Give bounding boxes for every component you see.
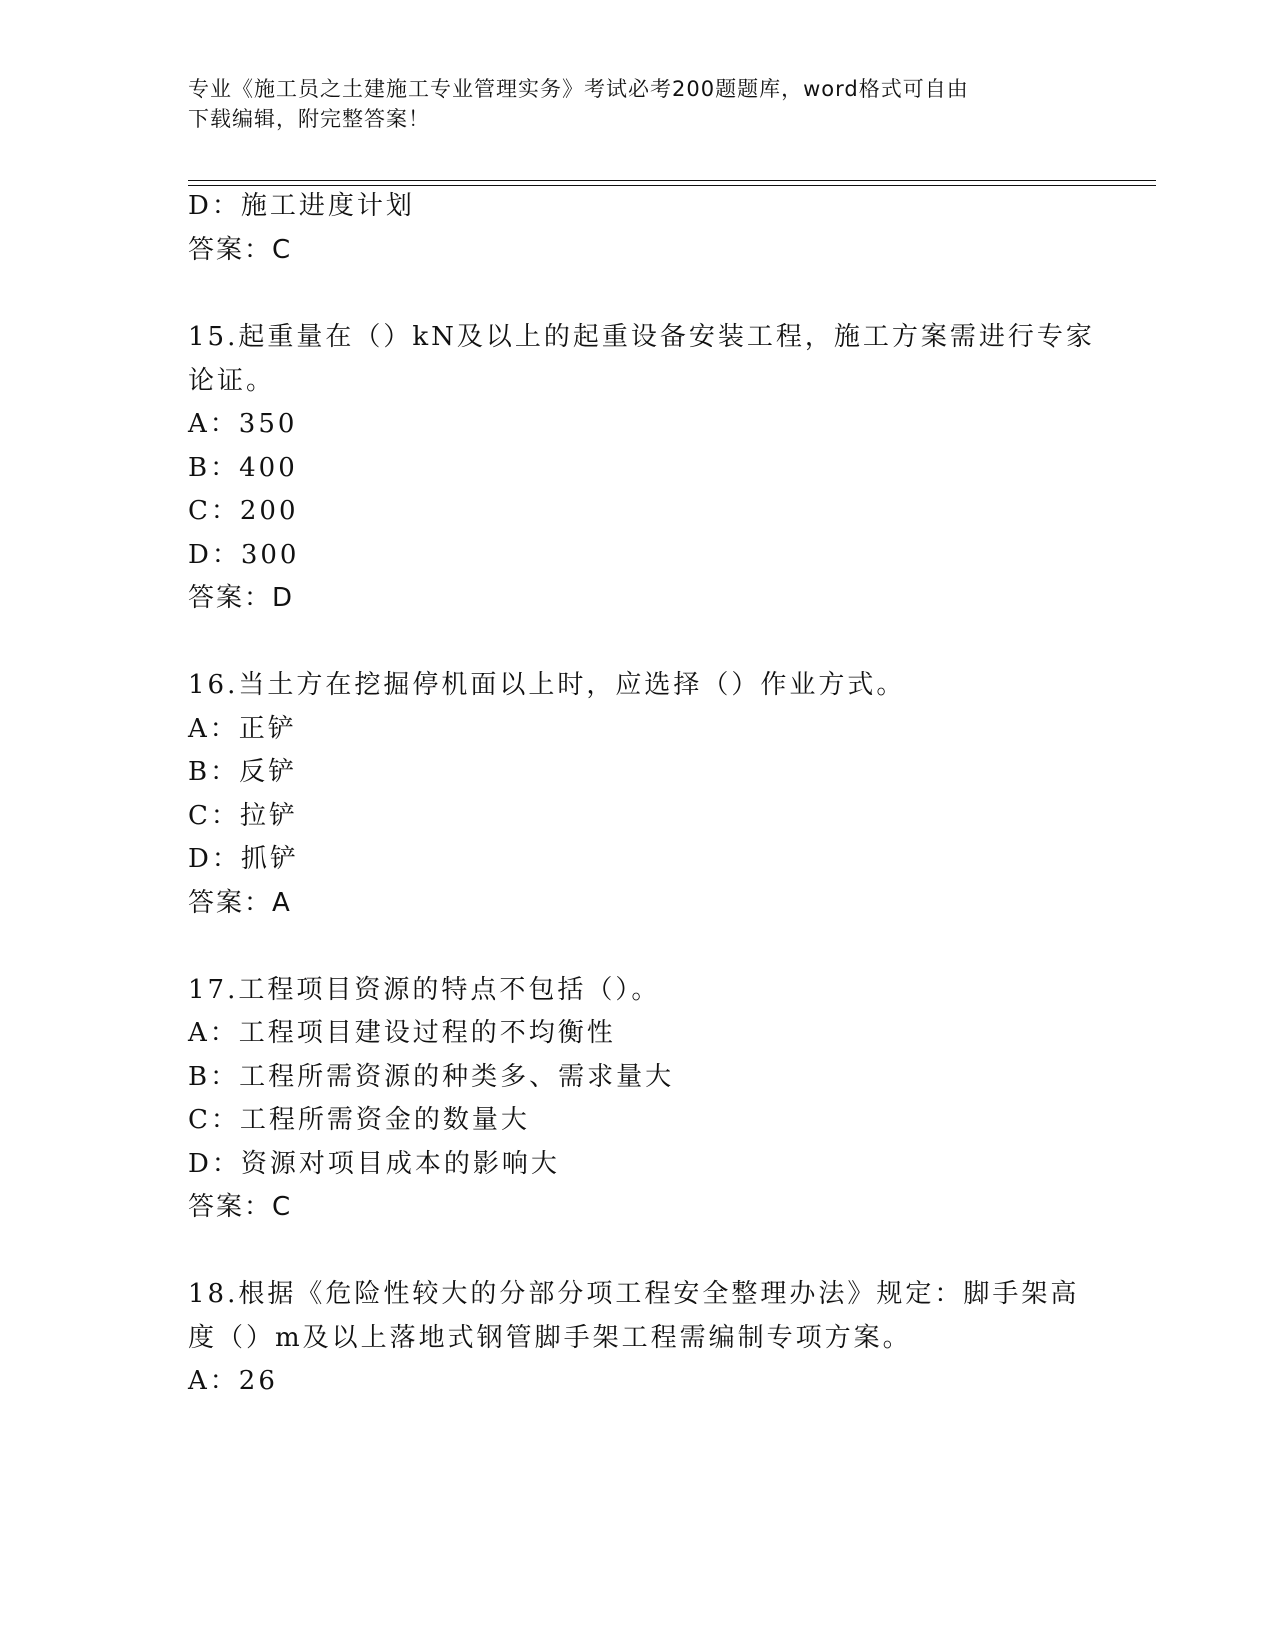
q17-option-a: A：工程项目建设过程的不均衡性 [188,1018,616,1048]
q15-option-a: A：350 [188,409,298,439]
q15-stem-line-2: 论证。 [188,366,276,396]
q18-stem-line-1: 18.根据《危险性较大的分部分项工程安全整理办法》规定：脚手架高 [188,1279,1080,1309]
q15-stem-line-1: 15.起重量在（）kN及以上的起重设备安装工程，施工方案需进行专家 [188,322,1095,352]
prev-option-d: D：施工进度计划 [188,191,415,221]
header-divider-top [188,180,1156,181]
q16-option-d: D：抓铲 [188,844,299,874]
q16-option-b: B：反铲 [188,757,298,787]
document-header [188,74,1088,134]
prev-answer: 答案：C [188,235,293,265]
q18-stem-line-2: 度（）m及以上落地式钢管脚手架工程需编制专项方案。 [188,1323,912,1353]
q15-option-c: C：200 [188,496,299,526]
q17-option-c: C：工程所需资金的数量大 [188,1105,530,1135]
header-line-1: 专业《施工员之土建施工专业管理实务》考试必考200题题库，word格式可自由 [188,77,969,101]
q16-answer: 答案：A [188,888,292,918]
header-line-2: 下载编辑，附完整答案！ [188,107,430,131]
q15-answer: 答案：D [188,583,295,613]
q16-option-a: A：正铲 [188,714,297,744]
q16-option-c: C：拉铲 [188,801,298,831]
q17-option-d: D：资源对项目成本的影响大 [188,1149,560,1179]
q17-option-b: B：工程所需资源的种类多、需求量大 [188,1062,675,1092]
q16-stem-line-1: 16.当土方在挖掘停机面以上时，应选择（）作业方式。 [188,670,906,700]
q17-stem-line-1: 17.工程项目资源的特点不包括（）。 [188,975,661,1005]
q15-option-b: B：400 [188,453,298,483]
q15-option-d: D：300 [188,540,300,570]
header-divider-bottom [188,185,1156,186]
q17-answer: 答案：C [188,1192,293,1222]
q18-option-a: A：26 [188,1366,278,1396]
